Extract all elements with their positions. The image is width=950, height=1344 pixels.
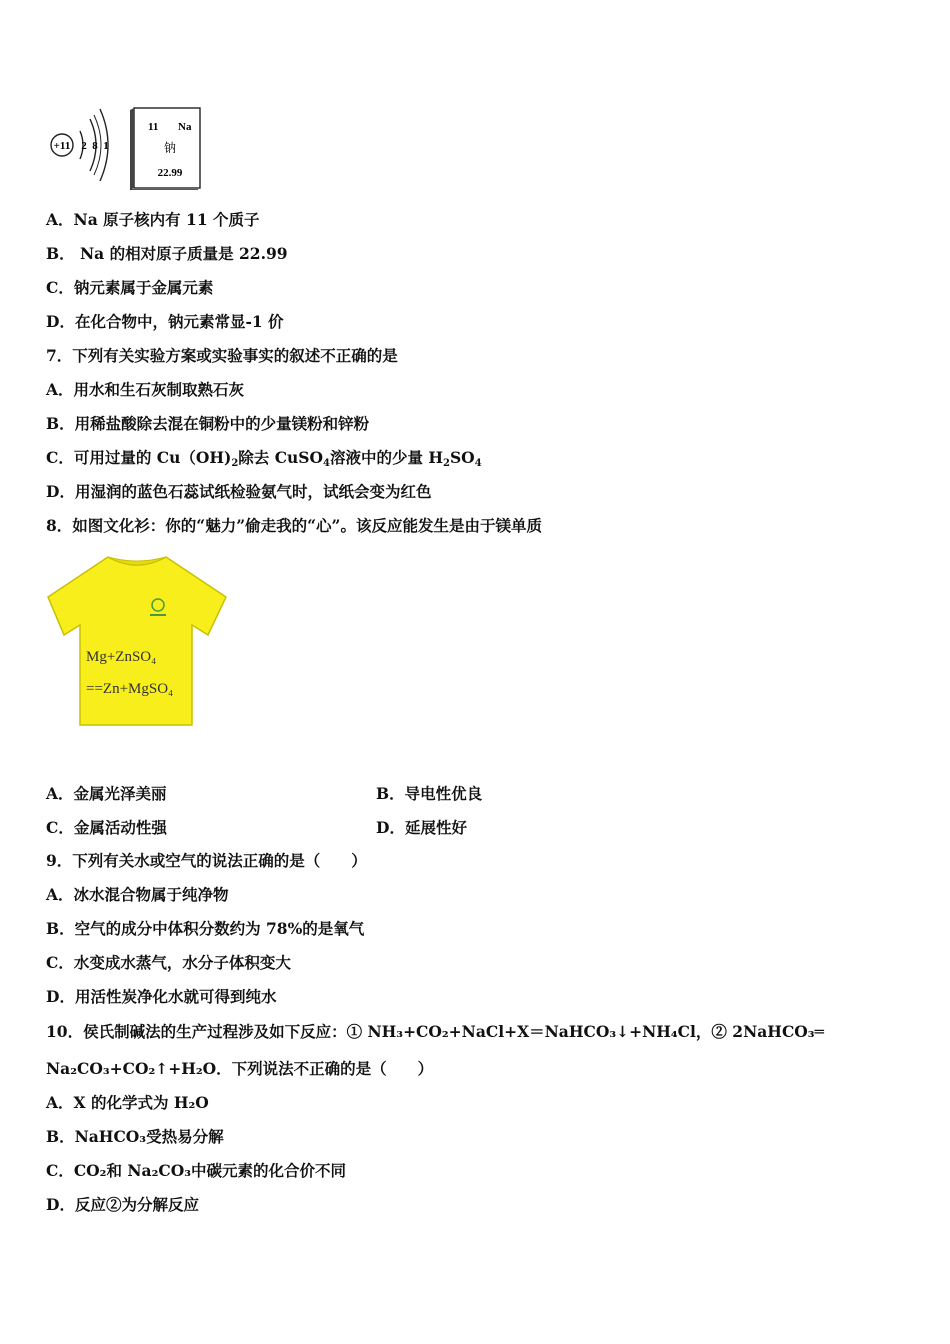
q7-option-a: A．用水和生石灰制取熟石灰 [46,380,245,399]
q10-stem-line1: 10．侯氏制碱法的生产过程涉及如下反应：① NH₃+CO₂+NaCl+X＝NaHCO₃↓+NH₄Cl，② 2NaHCO₃═ [46,1022,824,1041]
q6-option-b: B． Na 的相对原子质量是 22.99 [46,244,288,263]
q7-stem: 7．下列有关实验方案或实验事实的叙述不正确的是 [46,346,398,365]
tshirt-image [46,553,228,729]
q7-option-c: C．可用过量的 $Cu(OH)_2$除去 CuSO$_4$溶液中的少量 $H_2SO_4$ [46,448,482,469]
atomic-mass: 22.99 [157,167,183,179]
q8-option-c: C．金属活动性强 [46,818,167,837]
q6-option-d: D．在化合物中，钠元素常显-1 价 [46,312,284,331]
q7-option-b: B．用稀盐酸除去混在铜粉中的少量镁粉和锌粉 [46,414,370,433]
shell-2-count: 8 [92,140,98,152]
shell-3-count: 1 [103,140,109,152]
q10-option-b: B．NaHCO₃受热易分解 [46,1127,224,1146]
element-symbol: Na [178,121,192,133]
q10-option-d: D．反应②为分解反应 [46,1195,199,1214]
shirt-equation-line1: Mg+ZnSO₄ [86,649,157,665]
periodic-table-card-sodium [128,106,202,190]
sodium-atom-structure-diagram [46,103,118,187]
q8-option-a: A．金属光泽美丽 [46,784,167,803]
q8-option-b: B．导电性优良 [376,784,483,803]
q10-option-c: C．CO₂和 Na₂CO₃中碳元素的化合价不同 [46,1161,346,1180]
q10-stem-line2: Na₂CO₃+CO₂↑+H₂O．下列说法不正确的是（ ） [46,1059,434,1078]
q6-option-c: C．钠元素属于金属元素 [46,278,214,297]
shirt-equation-line2: ==Zn+MgSO₄ [86,681,174,697]
q9-option-b: B．空气的成分中体积分数约为 78%的是氧气 [46,919,365,938]
q6-option-a: A．Na 原子核内有 11 个质子 [46,210,260,229]
q9-option-d: D．用活性炭净化水就可得到纯水 [46,987,277,1006]
q7-option-d: D．用湿润的蓝色石蕊试纸检验氨气时，试纸会变为红色 [46,482,432,501]
q9-stem: 9．下列有关水或空气的说法正确的是（ ） [46,851,367,870]
q8-option-d: D．延展性好 [376,818,467,837]
element-name: 钠 [163,141,177,155]
nucleus-charge: +11 [53,140,71,152]
shell-1-count: 2 [81,140,87,152]
atomic-number: 11 [148,121,159,133]
q9-option-c: C．水变成水蒸气，水分子体积变大 [46,953,291,972]
q9-option-a: A．冰水混合物属于纯净物 [46,885,229,904]
q8-stem: 8．如图文化衫：你的“魅力”偷走我的“心”。该反应能发生是由于镁单质 [46,516,542,535]
q10-option-a: A．X 的化学式为 H₂O [46,1093,209,1112]
